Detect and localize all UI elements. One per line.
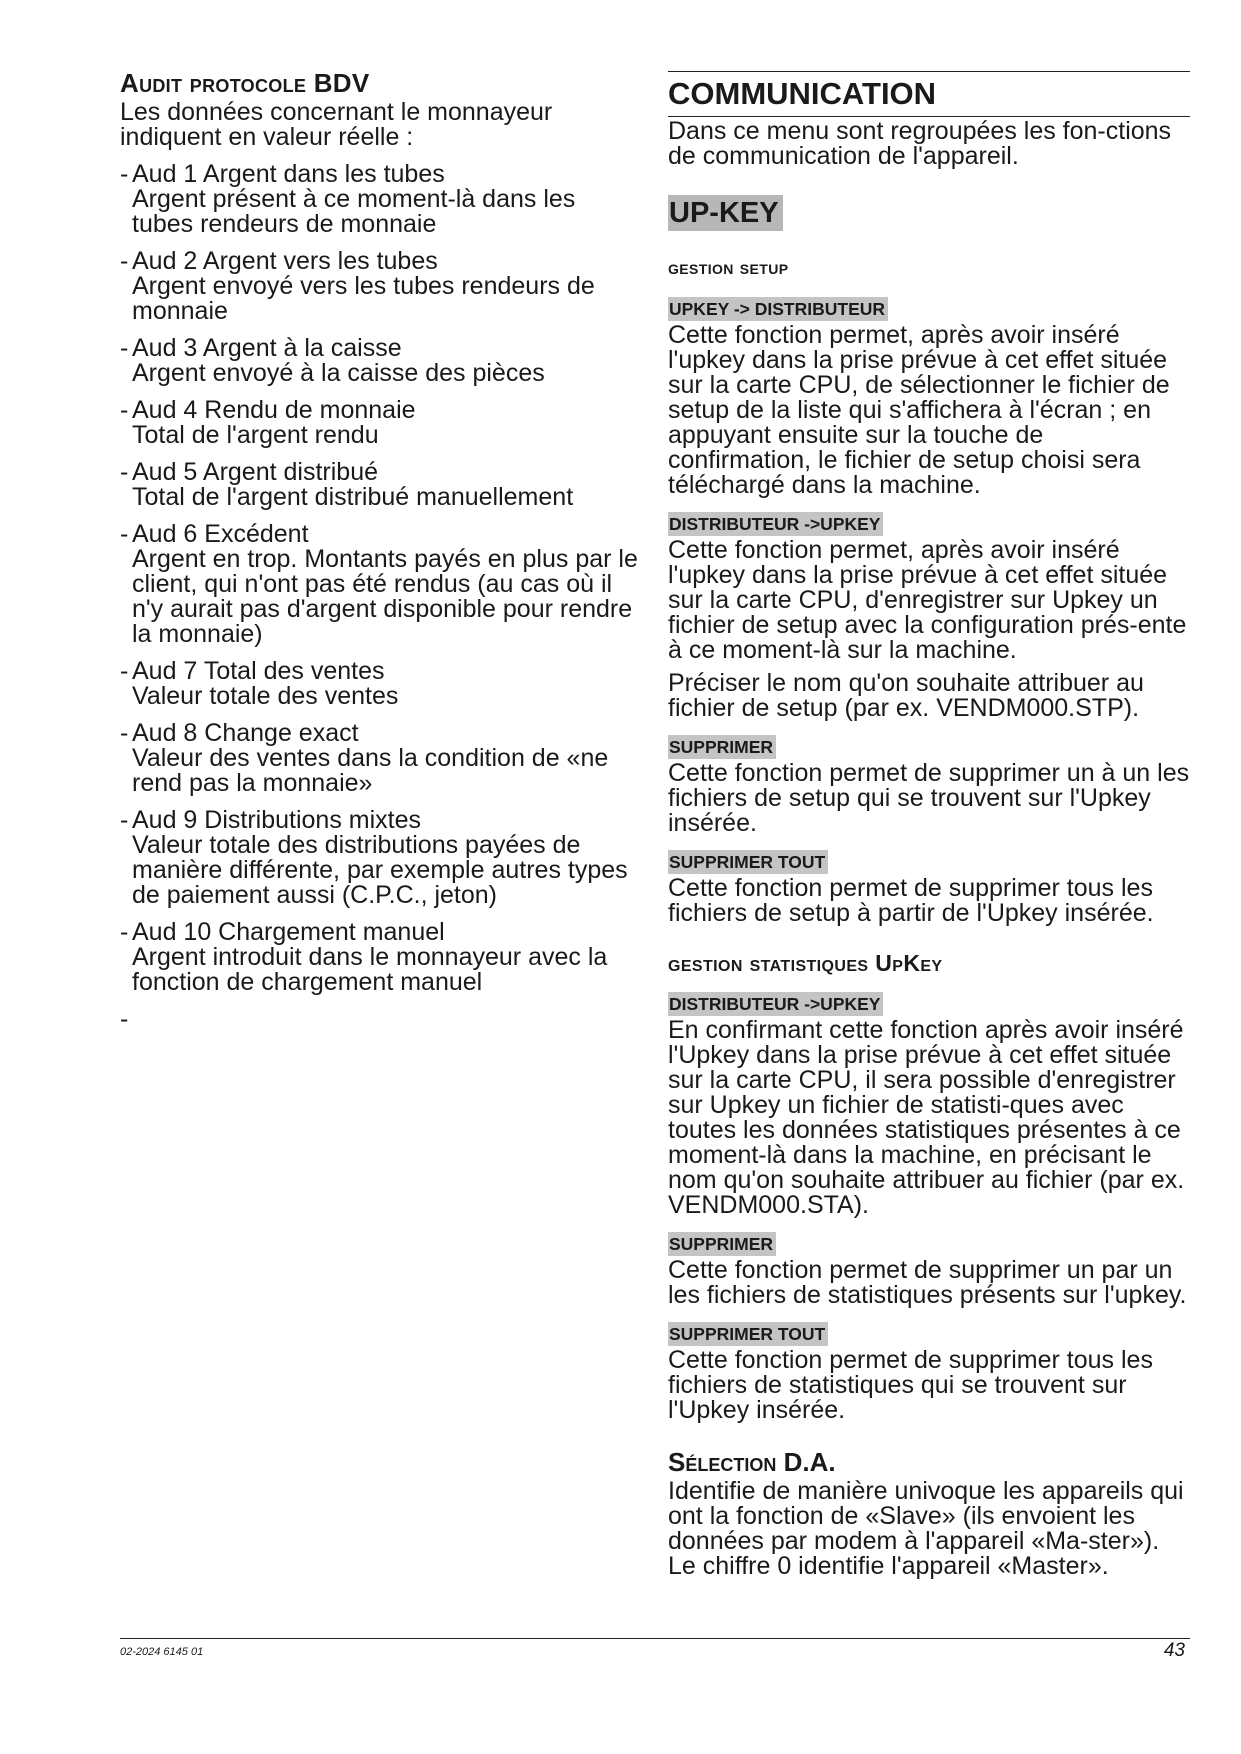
item-label: Aud 7 Total des ventes [132,657,385,685]
list-item [120,398,640,448]
tag-label: UPKEY -> DISTRIBUTEUR [668,297,888,321]
tag-label: SUPPRIMER TOUT [668,1322,828,1346]
selection-title: Sélection D.A. [668,1447,836,1477]
item-desc: Valeur des ventes dans la condition de «ne rend pas la monnaie» [132,744,609,797]
item-label: Aud 2 Argent vers les tubes [132,247,438,275]
stats-title: gestion statistiques UpKey [668,950,943,976]
list-item [120,162,640,237]
tag-label: SUPPRIMER [668,735,776,759]
list-item [120,336,640,386]
list-item [120,808,640,908]
selection-text: Identifie de manière univoque les appareils qui ont la fonction de «Slave» (ils envoient les données par modem à l'appareil «Ma-ster»). [668,1477,1184,1555]
list-item [120,920,640,995]
tag-label: SUPPRIMER TOUT [668,850,828,874]
item-desc: Valeur totale des distributions payées de manière différente, par exemple autres types de paiement aussi (C.P.C., jeton) [132,831,628,909]
audit-title: Audit protocole BDV [120,68,370,98]
block-text: Cette fonction permet de supprimer un par un les fichiers de statistiques présents sur l'upkey. [668,1256,1187,1309]
item-label: Aud 4 Rendu de monnaie [132,396,416,424]
upkey-title: UP-KEY [668,195,783,231]
setup-delete [668,729,1190,836]
list-item [120,249,640,324]
audit-intro: Les données concernant le monnayeur indiquent en valeur réelle : [120,98,553,151]
footer-divider [120,1638,1190,1639]
block-text-2: Préciser le nom qu'on souhaite attribuer au fichier de setup (par ex. VENDM000.STP). [668,669,1144,722]
tag-label: DISTRIBUTEUR ->UPKEY [668,512,883,536]
trailing-dash: - [120,1005,129,1033]
item-desc: Argent présent à ce moment-là dans les tubes rendeurs de monnaie [132,185,576,238]
dash: - [120,458,129,486]
item-desc: Argent introduit dans le monnayeur avec la fonction de chargement manuel [132,943,608,996]
item-desc: Argent envoyé vers les tubes rendeurs de monnaie [132,272,595,325]
block-text: Cette fonction permet, après avoir inséré l'upkey dans la prise prévue à cet effet située sur la carte CPU, de sélectionner le fichier de setup de la liste qui s'affichera à l'écran ; en appuyant ensuite sur la touche de confirmation, le fichier de setup choisi sera téléchargé dans la machine. [668,321,1170,499]
block-text: Cette fonction permet de supprimer un à un les fichiers de setup qui se trouvent sur l'Upkey insérée. [668,759,1190,837]
footer-code: 02-2024 6145 01 [120,1646,204,1658]
communication-intro: Dans ce menu sont regroupées les fon-ctions de communication de l'appareil. [668,117,1172,170]
left-column [120,68,640,1032]
block-text: Cette fonction permet de supprimer tous les fichiers de setup à partir de l'Upkey insérée. [668,874,1154,927]
dash: - [120,657,129,685]
list-item [120,721,640,796]
dash: - [120,334,129,362]
right-column [668,68,1190,1587]
item-label: Aud 3 Argent à la caisse [132,334,402,362]
block-text: En confirmant cette fonction après avoir inséré l'Upkey dans la prise prévue à cet effet située sur la carte CPU, il sera possible d'enregistrer sur Upkey un fichier de statisti-ques avec toutes les données statistiques présentes à ce moment-là dans la machine, en précisant le nom qu'on souhaite attribuer au fichier (par ex. VENDM000.STA). [668,1016,1185,1219]
list-item [120,460,640,510]
dash: - [120,160,129,188]
item-label: Aud 10 Chargement manuel [132,918,445,946]
setup-title: gestion setup [668,257,789,279]
dash: - [120,918,129,946]
item-label: Aud 6 Excédent [132,520,309,548]
dash: - [120,247,129,275]
item-desc: Total de l'argent distribué manuellement [132,483,574,511]
list-item [120,522,640,647]
stats-dist-to-upkey [668,986,1190,1218]
block-text: Cette fonction permet de supprimer tous les fichiers de statistiques qui se trouvent sur l'Upkey insérée. [668,1346,1153,1424]
item-label: Aud 1 Argent dans les tubes [132,160,445,188]
communication-title: COMMUNICATION [668,71,1190,117]
item-label: Aud 9 Distributions mixtes [132,806,422,834]
block-text: Cette fonction permet, après avoir inséré l'upkey dans la prise prévue à cet effet située sur la carte CPU, d'enregistrer sur Upkey un fichier de setup avec la configuration prés-ente à ce moment-là sur la machine. [668,536,1187,664]
setup-delete-all [668,844,1190,926]
tag-label: DISTRIBUTEUR ->UPKEY [668,992,883,1016]
item-label: Aud 5 Argent distribué [132,458,378,486]
item-desc: Total de l'argent rendu [132,421,379,449]
list-item [120,659,640,709]
stats-delete [668,1226,1190,1308]
setup-dist-to-upkey [668,506,1190,721]
item-desc: Argent envoyé à la caisse des pièces [132,359,545,387]
page-number: 43 [1163,1640,1185,1661]
item-desc: Valeur totale des ventes [132,682,399,710]
dash: - [120,719,129,747]
dash: - [120,806,129,834]
item-label: Aud 8 Change exact [132,719,359,747]
dash: - [120,520,129,548]
audit-list [120,162,640,995]
item-desc: Argent en trop. Montants payés en plus par le client, qui n'ont pas été rendus (au cas où il n'y aurait pas d'argent disponible pour rendre la monnaie) [132,545,638,648]
stats-delete-all [668,1316,1190,1423]
selection-text-2: Le chiffre 0 identifie l'appareil «Master». [668,1552,1109,1580]
dash: - [120,396,129,424]
setup-upkey-to-dist [668,291,1190,498]
tag-label: SUPPRIMER [668,1232,776,1256]
